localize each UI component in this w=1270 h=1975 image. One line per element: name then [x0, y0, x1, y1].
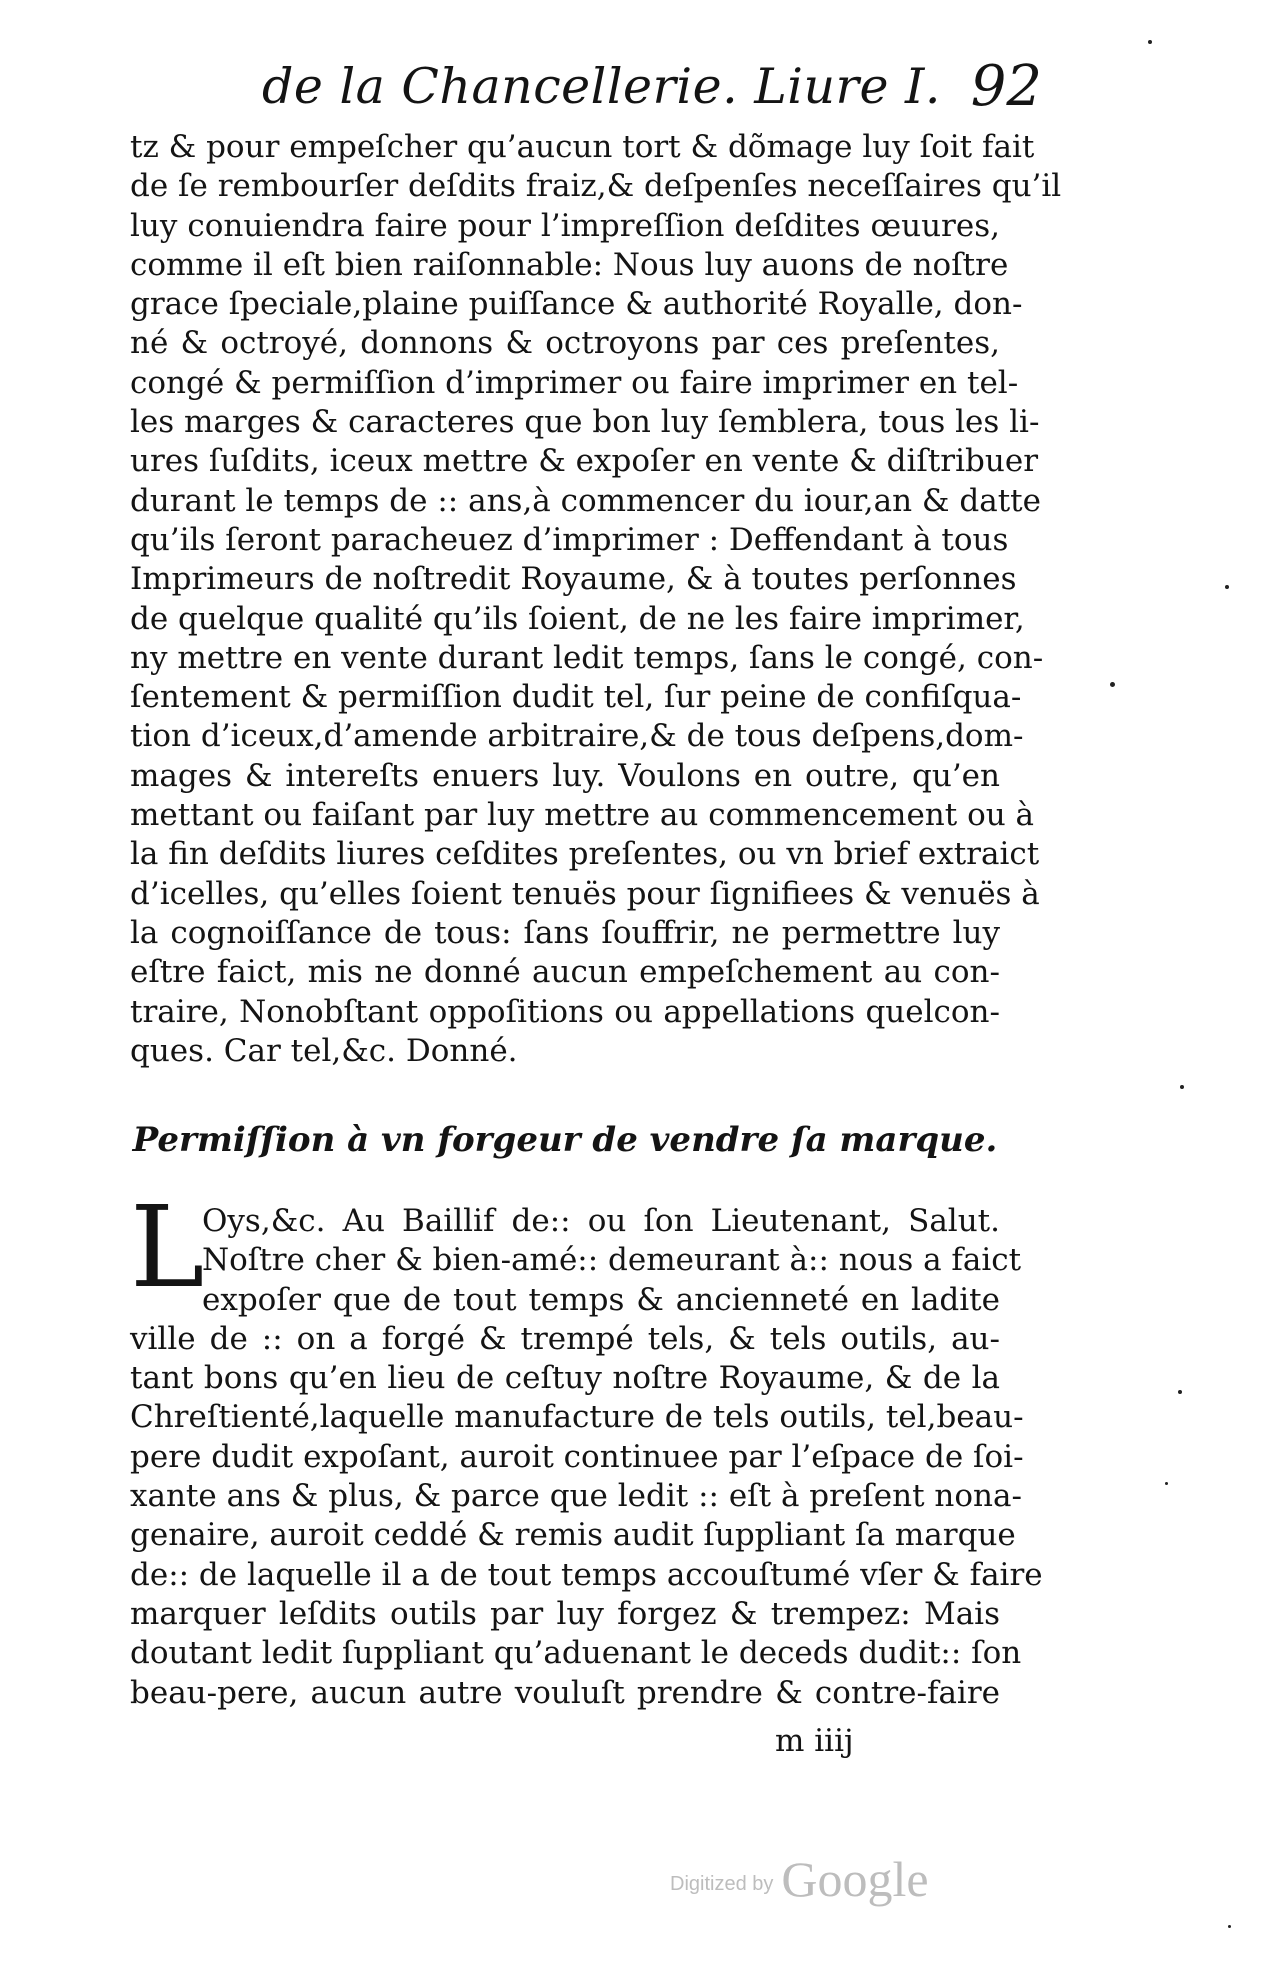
text-line: les marges & caracteres que bon luy ſemblera, tous les li-: [130, 404, 1040, 441]
text-line: d’icelles, qu’elles ſoient tenuës pour ſignifiees & venuës à: [130, 875, 1040, 912]
digitized-watermark: [670, 1850, 929, 1908]
text-line: la cognoiſſance de tous: ſans ſouffrir, ne permettre luy: [130, 914, 1000, 951]
text-line: Oys,&c. Au Baillif de:: ou ſon Lieutenant, Salut.: [202, 1203, 1000, 1239]
text-line: eſtre faict, mis ne donné aucun empeſchement au con-: [130, 954, 1000, 991]
text-line: xante ans & plus, & parce que ledit :: eſt à preſent nona-: [130, 1478, 1022, 1515]
text-line: grace ſpeciale,plaine puiſſance & authorité Royalle, don-: [130, 286, 1023, 323]
text-line: né & octroyé, donnons & octroyons par ces preſentes,: [130, 325, 1000, 362]
page-number: 92: [970, 54, 1042, 119]
text-line: genaire, auroit ceddé & remis audit ſuppliant ſa marque: [130, 1517, 1016, 1554]
text-line: expoſer que de tout temps & ancienneté en ladite: [202, 1281, 1000, 1318]
text-line: ſentement & permiſſion dudit tel, ſur peine de confiſqua-: [130, 679, 1022, 716]
text-line: tant bons qu’en lieu de ceſtuy noſtre Royaume, & de la: [130, 1360, 1000, 1397]
body-text-block-2: [130, 1183, 1043, 1713]
text-line: de:: de laquelle il a de tout temps accouſtumé vſer & faire: [130, 1556, 1043, 1593]
text-line: de quelque qualité qu’ils ſoient, de ne les faire imprimer,: [130, 600, 1025, 637]
text-line: ures ſuſdits, iceux mettre & expoſer en vente & diſtribuer: [130, 443, 1039, 480]
text-line: qu’ils ſeront paracheuez d’imprimer : Deffendant à tous: [130, 521, 1009, 558]
ink-speck: [1228, 1925, 1231, 1928]
running-head: [262, 52, 1042, 122]
text-line: ques. Car tel,&c. Donné.: [130, 1032, 518, 1069]
text-line: doutant ledit ſuppliant qu’aduenant le deceds dudit:: ſon: [130, 1635, 1022, 1672]
text-line: Imprimeurs de noſtredit Royaume, & à toutes perſonnes: [130, 561, 1017, 598]
text-line: ny mettre en vente durant ledit temps, ſans le congé, con-: [130, 639, 1044, 676]
text-line: traire, Nonobſtant oppoſitions ou appellations quelcon-: [130, 993, 1000, 1030]
ink-speck: [1180, 1085, 1184, 1089]
text-line: luy conuiendra faire pour l’impreſſion deſdites œuures,: [130, 207, 1000, 244]
google-logo: Google: [781, 1851, 929, 1907]
text-line: de ſe rembourſer deſdits fraiz,& deſpenſes neceſſaires qu’il: [130, 168, 1062, 205]
drop-cap: L: [130, 1183, 205, 1313]
text-line: durant le temps de :: ans,à commencer du iour,an & datte: [130, 482, 1041, 519]
section-heading: Permiſſion à vn forgeur de vendre ſa marque.: [132, 1120, 998, 1160]
text-line: mettant ou faiſant par luy mettre au commencement ou à: [130, 797, 1035, 834]
text-line: mages & intereſts enuers luy. Voulons en outre, qu’en: [130, 757, 1000, 794]
ink-speck: [1110, 682, 1115, 687]
text-line: tz & pour empeſcher qu’aucun tort & dõmage luy ſoit fait: [130, 129, 1035, 165]
text-line: pere dudit expoſant, auroit continuee par l’eſpace de ſoi-: [130, 1438, 1024, 1475]
text-line: la fin deſdits liures ceſdites preſentes, ou vn brief extraict: [130, 836, 1040, 873]
text-line: congé & permiſſion d’imprimer ou faire imprimer en tel-: [130, 364, 1019, 401]
body-text-block-1: [130, 128, 1062, 1071]
text-line: Noſtre cher & bien-amé:: demeurant à:: nous a faict: [202, 1242, 1022, 1279]
text-line: marquer leſdits outils par luy forgez & trempez: Mais: [130, 1595, 1000, 1632]
ink-speck: [1225, 585, 1229, 589]
text-line: ville de :: on a forgé & trempé tels, & tels outils, au-: [130, 1320, 1000, 1357]
text-line: comme il eſt bien raiſonnable: Nous luy auons de noſtre: [130, 246, 1009, 283]
ink-speck: [1165, 1482, 1168, 1485]
text-line: beau-pere, aucun autre vouluſt prendre & contre-faire: [130, 1674, 1000, 1711]
signature-mark: m iiij: [775, 1723, 854, 1759]
ink-speck: [1178, 1390, 1182, 1394]
ink-speck: [1148, 40, 1152, 44]
text-line: tion d’iceux,d’amende arbitraire,& de tous deſpens,dom-: [130, 718, 1024, 755]
digitized-by-label: Digitized by: [670, 1873, 774, 1895]
text-line: Chreſtienté,laquelle manufacture de tels outils, tel,beau-: [130, 1399, 1024, 1436]
running-title: de la Chancellerie. Liure I.: [262, 58, 941, 115]
